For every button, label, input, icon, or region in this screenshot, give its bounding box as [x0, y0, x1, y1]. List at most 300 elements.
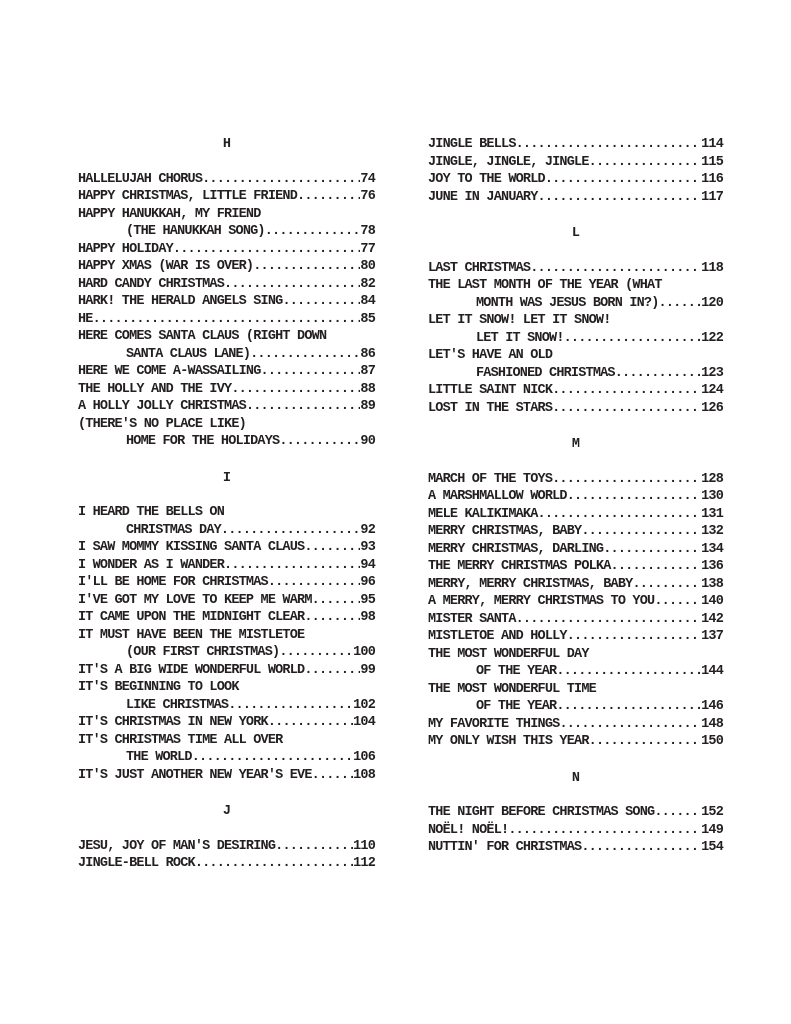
entry-title: HAPPY HANUKKAH, MY FRIEND [78, 206, 261, 222]
entry-line [428, 804, 723, 822]
entry-title: MISTLETOE AND HOLLY [428, 629, 567, 644]
entry-title: HERE COMES SANTA CLAUS (RIGHT DOWN [78, 329, 327, 344]
entry-page-number: 124 [701, 383, 723, 398]
entry-title: IT'S BEGINNING TO LOOK [78, 680, 239, 695]
entry-line [428, 576, 723, 594]
leader-dots [545, 171, 701, 189]
toc-column-right [428, 136, 723, 873]
entry-line [428, 330, 723, 348]
toc-column-left [78, 136, 375, 873]
entry-title: A MARSHMALLOW WORLD [428, 489, 567, 504]
entry-page-number: 122 [701, 330, 723, 346]
entry-title: HE [78, 311, 93, 327]
leader-dots [202, 171, 360, 189]
leader-dots [275, 838, 353, 856]
entry-line [78, 346, 375, 364]
leader-dots [297, 188, 360, 206]
entry-page-number: 148 [701, 716, 723, 732]
entry-line [428, 136, 723, 154]
entry-page-number: 154 [701, 840, 723, 855]
entry-line [78, 276, 375, 294]
entry-title: LET IT SNOW! [476, 330, 564, 346]
entry-page-number: 131 [701, 506, 723, 522]
toc-entry [428, 506, 723, 524]
leader-dots [93, 311, 361, 329]
section-heading: N [571, 770, 580, 786]
toc-section [428, 436, 723, 751]
entry-line [78, 416, 375, 434]
entry-line [428, 558, 723, 576]
section-heading: I [222, 470, 231, 486]
toc-entry [428, 189, 723, 207]
entry-line [78, 206, 375, 224]
leader-dots [173, 241, 360, 259]
entry-title: OF THE YEAR [476, 664, 557, 679]
toc-entry [428, 681, 723, 716]
entry-page-number: 117 [701, 189, 723, 205]
entry-page-number: 88 [360, 381, 375, 397]
entry-title: THE NIGHT BEFORE CHRISTMAS SONG [428, 805, 655, 820]
toc-entry [428, 260, 723, 278]
toc-entry [78, 363, 375, 381]
entry-line [78, 679, 375, 697]
leader-dots [589, 154, 701, 172]
entry-line [428, 295, 723, 313]
toc-entry [78, 293, 375, 311]
entry-title: A HOLLY JOLLY CHRISTMAS [78, 399, 246, 414]
toc-entry [78, 171, 375, 189]
entry-title: MARCH OF THE TOYS [428, 471, 553, 487]
entry-line [78, 749, 375, 767]
entry-title: HERE WE COME A-WASSAILING [78, 364, 261, 379]
toc-entry [428, 312, 723, 347]
entry-title: MISTER SANTA [428, 611, 516, 627]
entry-title: JINGLE BELLS [428, 137, 516, 152]
toc-entry [78, 398, 375, 416]
entry-line [78, 714, 375, 732]
leader-dots [538, 506, 702, 524]
entry-title: I WONDER AS I WANDER [78, 557, 225, 573]
entry-title: LOST IN THE STARS [428, 400, 553, 416]
entry-page-number: 114 [701, 137, 723, 152]
entry-title: LITTLE SAINT NICK [428, 383, 553, 398]
toc-entry [78, 557, 375, 575]
toc-entry [428, 488, 723, 506]
toc-entry [428, 171, 723, 189]
entry-line [428, 506, 723, 524]
entry-line [78, 311, 375, 329]
entry-page-number: 146 [701, 699, 723, 714]
entry-page-number: 92 [360, 522, 375, 538]
entry-title: HAPPY HOLIDAY [78, 241, 173, 257]
entry-page-number: 76 [360, 189, 375, 204]
entry-page-number: 112 [353, 856, 375, 871]
leader-dots [552, 400, 701, 418]
entry-line [78, 328, 375, 346]
entry-line [428, 171, 723, 189]
entry-line [78, 171, 375, 189]
entry-line [78, 644, 375, 662]
entry-title: JINGLE-BELL ROCK [78, 856, 195, 871]
entry-page-number: 138 [701, 576, 723, 592]
toc-section [428, 770, 723, 857]
entry-page-number: 126 [701, 400, 723, 416]
section-heading: J [222, 804, 231, 819]
entry-title: NOËL! NOËL! [428, 822, 509, 838]
entry-title: IT'S A BIG WIDE WONDERFUL WORLD [78, 662, 305, 678]
entry-title: MY FAVORITE THINGS [428, 716, 560, 732]
toc-entry [428, 277, 723, 312]
entry-line [428, 733, 723, 751]
toc-section [428, 136, 723, 206]
toc-entry [428, 400, 723, 418]
entry-page-number: 152 [701, 805, 723, 820]
entry-title: MERRY, MERRY CHRISTMAS, BABY [428, 576, 633, 592]
entry-title: IT CAME UPON THE MIDNIGHT CLEAR [78, 610, 305, 625]
entry-page-number: 134 [701, 541, 723, 557]
entry-title: HAPPY CHRISTMAS, LITTLE FRIEND [78, 189, 298, 204]
leader-dots [589, 733, 701, 751]
entry-title: FASHIONED CHRISTMAS [476, 365, 615, 381]
toc-entry [78, 276, 375, 294]
leader-dots [282, 293, 360, 311]
leader-dots [250, 346, 360, 364]
entry-line [78, 433, 375, 451]
entry-title: LIKE CHRISTMAS [126, 697, 229, 713]
entry-line [78, 522, 375, 540]
entry-page-number: 104 [353, 715, 375, 730]
leader-dots [654, 804, 701, 822]
entry-title: HOME FOR THE HOLIDAYS [126, 434, 280, 449]
entry-page-number: 96 [360, 575, 375, 590]
toc-section [78, 470, 375, 785]
entry-page-number: 137 [701, 629, 723, 644]
leader-dots [304, 662, 360, 680]
toc-entry [78, 188, 375, 206]
entry-page-number: 77 [360, 241, 375, 257]
entry-title: HARK! THE HERALD ANGELS SING [78, 294, 283, 309]
entry-line [78, 504, 375, 522]
entry-line [428, 593, 723, 611]
entry-line [78, 398, 375, 416]
leader-dots [221, 522, 360, 540]
leader-dots [279, 644, 353, 662]
leader-dots [567, 488, 701, 506]
entry-page-number: 94 [360, 557, 375, 573]
section-heading: H [222, 137, 231, 152]
leader-dots [265, 223, 361, 241]
leader-dots [552, 382, 701, 400]
toc-entry [78, 539, 375, 557]
toc-entry [78, 662, 375, 680]
entry-line [428, 523, 723, 541]
entry-line [428, 822, 723, 840]
entry-title: THE WORLD [126, 750, 192, 765]
entry-title: I'LL BE HOME FOR CHRISTMAS [78, 575, 268, 590]
entry-page-number: 99 [360, 662, 375, 678]
leader-dots [253, 258, 360, 276]
toc-entry [78, 504, 375, 539]
toc-entry [78, 574, 375, 592]
entry-page-number: 78 [360, 224, 375, 239]
toc-entry [428, 382, 723, 400]
leader-dots [581, 523, 701, 541]
entry-page-number: 149 [701, 822, 723, 838]
toc-entry [428, 523, 723, 541]
entry-page-number: 87 [360, 364, 375, 379]
leader-dots [246, 398, 360, 416]
entry-line [78, 592, 375, 610]
entry-line [428, 716, 723, 734]
entry-line [428, 663, 723, 681]
entry-line [428, 154, 723, 172]
toc-entry [78, 241, 375, 259]
leader-dots [556, 698, 701, 716]
toc-section [78, 136, 375, 451]
leader-dots [261, 363, 361, 381]
entry-title: I'VE GOT MY LOVE TO KEEP ME WARM [78, 592, 312, 608]
entry-line [78, 381, 375, 399]
entry-page-number: 108 [353, 767, 375, 783]
leader-dots [279, 433, 360, 451]
toc-section [78, 803, 375, 873]
entry-title: THE LAST MONTH OF THE YEAR (WHAT [428, 278, 662, 293]
toc-entry [428, 154, 723, 172]
entry-page-number: 120 [701, 295, 723, 311]
leader-dots [615, 365, 701, 383]
leader-dots [508, 822, 701, 840]
leader-dots [231, 381, 360, 399]
toc-entry [428, 593, 723, 611]
leader-dots [581, 839, 701, 857]
leader-dots [224, 557, 360, 575]
entry-line [428, 471, 723, 489]
entry-title: MERRY CHRISTMAS, DARLING [428, 541, 604, 557]
leader-dots [530, 260, 701, 278]
entry-line [428, 628, 723, 646]
entry-line [78, 732, 375, 750]
entry-title: THE MERRY CHRISTMAS POLKA [428, 559, 611, 574]
entry-title: OF THE YEAR [476, 699, 557, 714]
toc-entry [428, 822, 723, 840]
entry-line [78, 574, 375, 592]
entry-line [428, 312, 723, 330]
entry-line [428, 277, 723, 295]
entry-title: THE MOST WONDERFUL DAY [428, 646, 589, 662]
entry-title: (THERE'S NO PLACE LIKE) [78, 416, 246, 432]
entry-line [428, 382, 723, 400]
leader-dots [224, 276, 360, 294]
leader-dots [659, 295, 702, 313]
section-heading: M [571, 437, 580, 452]
entry-page-number: 80 [360, 259, 375, 274]
entry-title: I HEARD THE BELLS ON [78, 505, 225, 520]
leader-dots [556, 663, 701, 681]
entry-line [428, 400, 723, 418]
entry-title: JESU, JOY OF MAN'S DESIRING [78, 838, 276, 854]
leader-dots [632, 576, 701, 594]
entry-line [78, 241, 375, 259]
entry-title: A MERRY, MERRY CHRISTMAS TO YOU [428, 594, 655, 609]
entry-title: JOY TO THE WORLD [428, 172, 545, 187]
entry-title: MONTH WAS JESUS BORN IN?) [476, 295, 659, 311]
toc-entry [78, 627, 375, 662]
entry-page-number: 140 [701, 594, 723, 609]
leader-dots [564, 330, 701, 348]
leader-dots [516, 611, 701, 629]
leader-dots [312, 592, 361, 610]
leader-dots [516, 136, 701, 154]
leader-dots [195, 855, 353, 873]
leader-dots [538, 189, 702, 207]
entry-page-number: 89 [360, 399, 375, 414]
leader-dots [268, 714, 353, 732]
entry-line [428, 681, 723, 699]
toc-entry [78, 311, 375, 329]
entry-title: HAPPY XMAS (WAR IS OVER) [78, 259, 254, 274]
leader-dots [603, 541, 701, 559]
toc-entry [428, 804, 723, 822]
entry-line [78, 258, 375, 276]
toc-entry [428, 716, 723, 734]
entry-title: (OUR FIRST CHRISTMAS) [126, 645, 280, 660]
entry-page-number: 130 [701, 489, 723, 504]
entry-title: LET'S HAVE AN OLD [428, 348, 553, 363]
entry-title: MELE KALIKIMAKA [428, 506, 538, 522]
entry-page-number: 110 [353, 838, 375, 854]
entry-title: HALLELUJAH CHORUS [78, 171, 203, 187]
entry-line [78, 697, 375, 715]
entry-title: CHRISTMAS DAY [126, 522, 221, 538]
toc-entry [428, 733, 723, 751]
entry-page-number: 150 [701, 734, 723, 749]
entry-line [428, 260, 723, 278]
entry-page-number: 102 [353, 697, 375, 713]
entry-page-number: 93 [360, 540, 375, 555]
toc-entry [78, 206, 375, 241]
entry-line [78, 662, 375, 680]
toc-entry [428, 541, 723, 559]
leader-dots [312, 767, 353, 785]
toc-entry [78, 855, 375, 873]
entry-line [428, 646, 723, 664]
toc-entry [428, 576, 723, 594]
toc-entry [78, 328, 375, 363]
toc-entry [428, 839, 723, 857]
toc-entry [428, 471, 723, 489]
entry-page-number: 95 [360, 592, 375, 608]
toc-entry [428, 611, 723, 629]
entry-line [78, 767, 375, 785]
entry-title: IT'S JUST ANOTHER NEW YEAR'S EVE [78, 767, 312, 783]
entry-page-number: 118 [701, 260, 723, 276]
toc-entry [78, 416, 375, 451]
leader-dots [567, 628, 701, 646]
leader-dots [304, 609, 360, 627]
toc-entry [78, 679, 375, 714]
toc-entry [428, 558, 723, 576]
entry-page-number: 74 [360, 171, 375, 187]
leader-dots [228, 697, 353, 715]
toc-entry [78, 592, 375, 610]
entry-page-number: 82 [360, 276, 375, 292]
entry-line [428, 347, 723, 365]
entry-title: THE HOLLY AND THE IVY [78, 381, 232, 397]
entry-page-number: 115 [701, 154, 723, 170]
toc-entry [78, 258, 375, 276]
entry-title: SANTA CLAUS LANE) [126, 346, 251, 362]
entry-page-number: 90 [360, 434, 375, 449]
entry-page-number: 116 [701, 172, 723, 187]
entry-title: MY ONLY WISH THIS YEAR [428, 734, 589, 749]
entry-line [428, 839, 723, 857]
entry-line [78, 855, 375, 873]
toc-entry [78, 838, 375, 856]
entry-line [428, 189, 723, 207]
toc-entry [78, 714, 375, 732]
leader-dots [192, 749, 353, 767]
entry-line [78, 838, 375, 856]
entry-title: I SAW MOMMY KISSING SANTA CLAUS [78, 540, 305, 555]
entry-page-number: 136 [701, 559, 723, 574]
entry-title: JINGLE, JINGLE, JINGLE [428, 154, 589, 170]
entry-page-number: 100 [353, 645, 375, 660]
leader-dots [304, 539, 360, 557]
entry-page-number: 128 [701, 471, 723, 487]
leader-dots [611, 558, 702, 576]
entry-title: NUTTIN' FOR CHRISTMAS [428, 840, 582, 855]
entry-line [428, 611, 723, 629]
toc-entry [428, 347, 723, 382]
entry-title: IT'S CHRISTMAS TIME ALL OVER [78, 732, 283, 748]
entry-line [428, 488, 723, 506]
entry-line [78, 539, 375, 557]
leader-dots [552, 471, 701, 489]
entry-line [78, 188, 375, 206]
entry-title: HARD CANDY CHRISTMAS [78, 276, 225, 292]
entry-line [78, 557, 375, 575]
toc-entry [78, 381, 375, 399]
entry-page-number: 85 [360, 311, 375, 327]
toc-entry [78, 767, 375, 785]
entry-line [78, 627, 375, 645]
entry-title: IT MUST HAVE BEEN THE MISTLETOE [78, 627, 305, 643]
entry-page-number: 144 [701, 664, 723, 679]
section-heading: L [571, 226, 580, 241]
leader-dots [559, 716, 701, 734]
entry-title: JUNE IN JANUARY [428, 189, 538, 205]
entry-page-number: 142 [701, 611, 723, 627]
entry-page-number: 106 [353, 750, 375, 765]
entry-page-number: 123 [701, 365, 723, 381]
entry-page-number: 84 [360, 294, 375, 309]
entry-page-number: 86 [360, 346, 375, 362]
leader-dots [654, 593, 701, 611]
entry-line [428, 365, 723, 383]
entry-page-number: 132 [701, 524, 723, 539]
toc-entry [78, 609, 375, 627]
leader-dots [268, 574, 361, 592]
toc-columns [78, 136, 723, 873]
entry-line [428, 698, 723, 716]
entry-line [428, 541, 723, 559]
entry-line [78, 293, 375, 311]
entry-page-number: 98 [360, 610, 375, 625]
entry-title: LAST CHRISTMAS [428, 260, 531, 276]
entry-title: MERRY CHRISTMAS, BABY [428, 524, 582, 539]
toc-entry [78, 732, 375, 767]
entry-title: (THE HANUKKAH SONG) [126, 224, 265, 239]
